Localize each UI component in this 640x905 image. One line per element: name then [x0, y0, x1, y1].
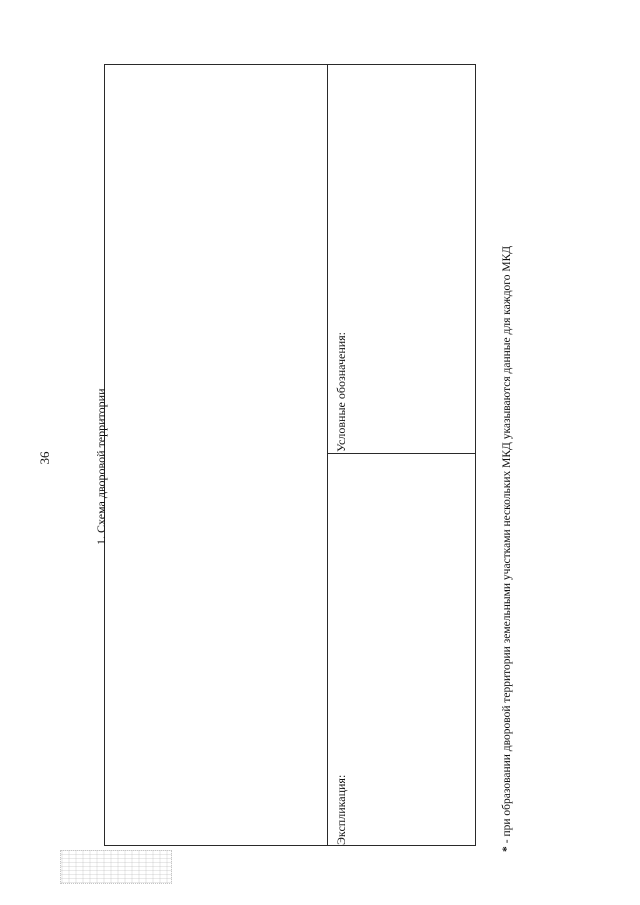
footnote-marker: * — [501, 846, 513, 852]
table-divider-horizontal — [327, 453, 476, 454]
schema-title: 1. Схема дворовой территории — [94, 388, 108, 545]
table-divider-vertical — [327, 64, 328, 846]
faded-stamp — [60, 850, 172, 884]
explication-label: Экспликация: — [334, 774, 348, 845]
page-number: 36 — [37, 451, 52, 465]
footnote — [500, 246, 514, 852]
footnote-text: - при образовании дворовой территории земельными участками нескольких МКД указываются данные для каждого МКД — [501, 245, 513, 844]
legend-label: Условные обозначения: — [334, 331, 348, 452]
schema-table-frame — [104, 64, 476, 846]
